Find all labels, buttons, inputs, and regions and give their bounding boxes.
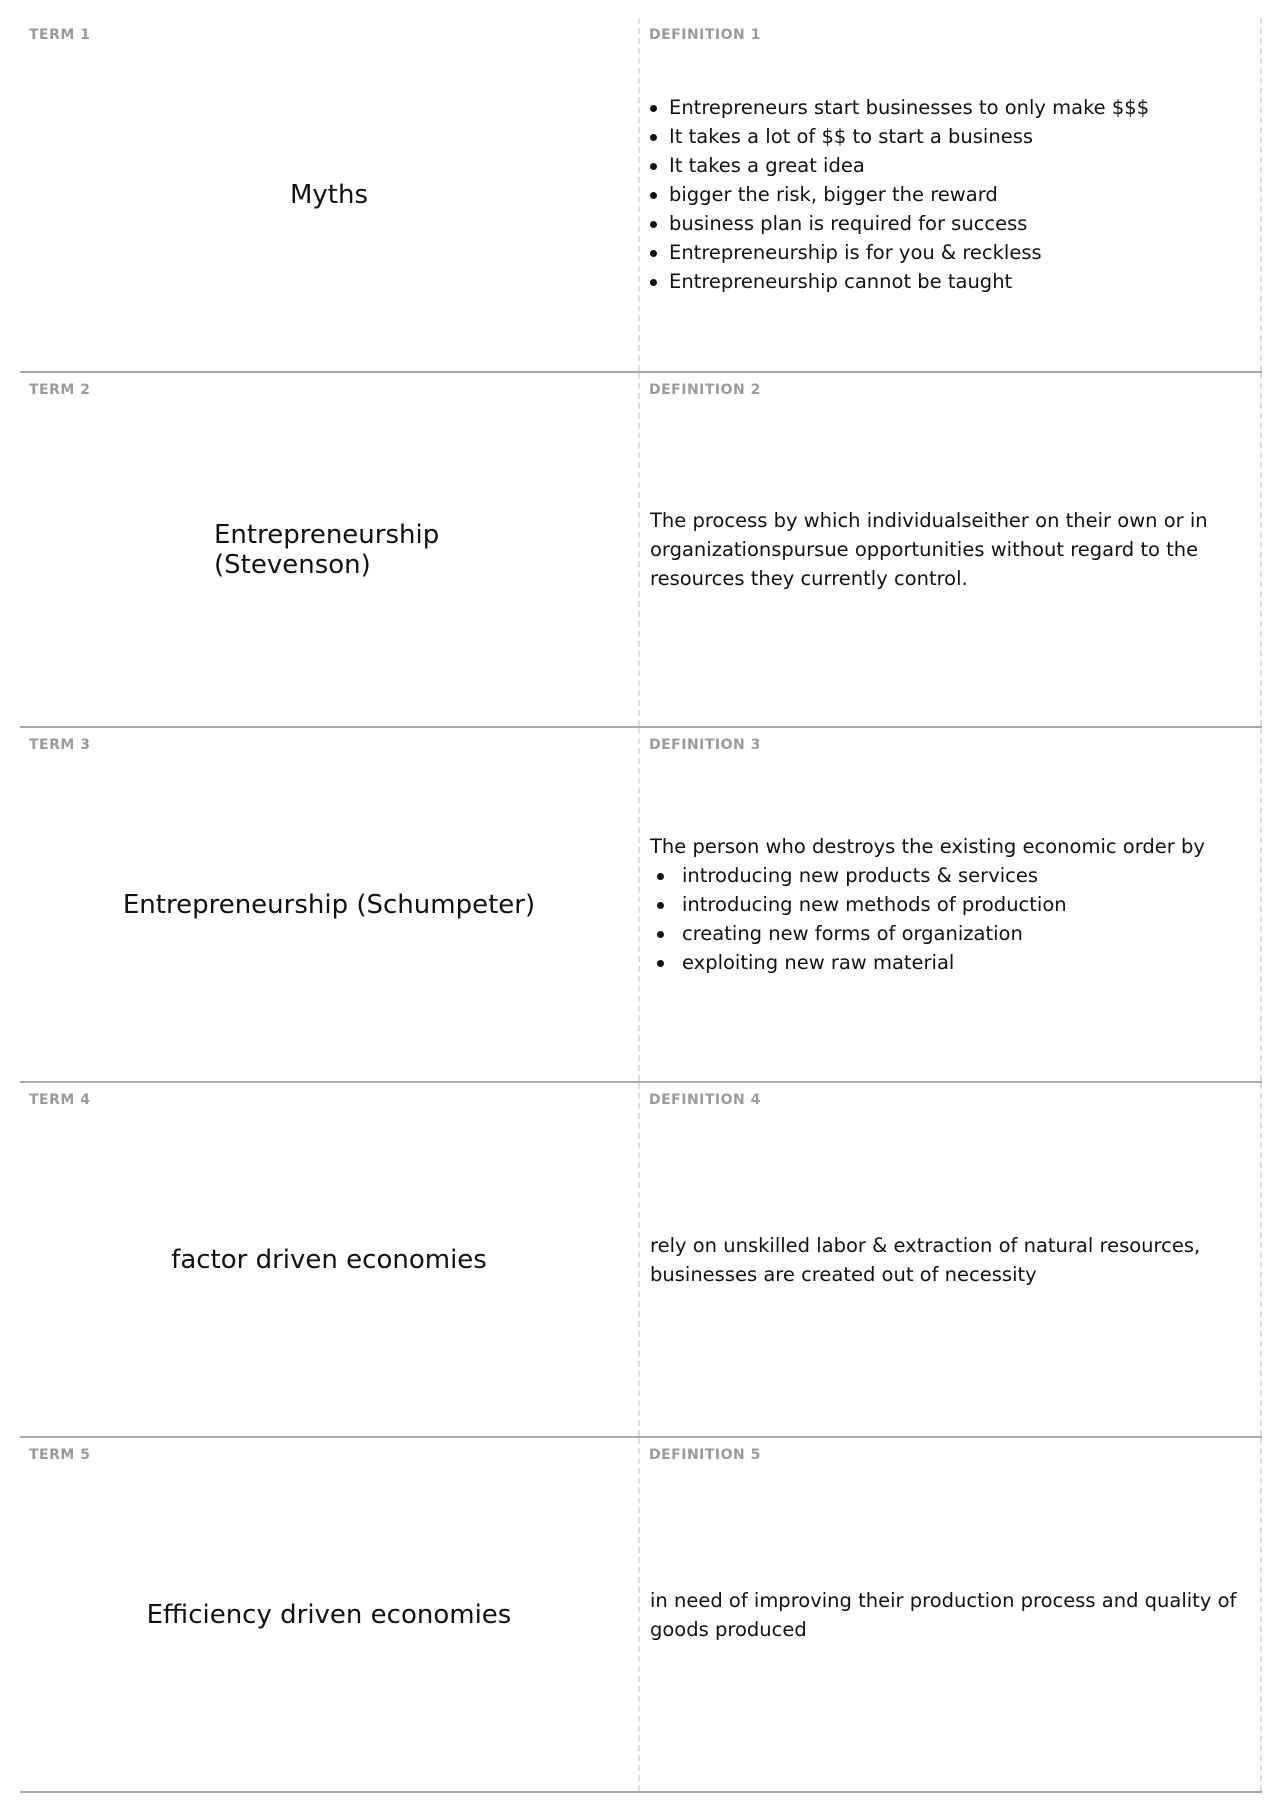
definition-cell-5 bbox=[640, 1438, 1262, 1791]
definition-list-3 bbox=[650, 861, 1240, 977]
list-item: Entrepreneurs start businesses to only make $$$ bbox=[650, 93, 1240, 122]
definition-body-5 bbox=[650, 1438, 1240, 1791]
definition-body-1 bbox=[650, 18, 1240, 371]
term-cell-1 bbox=[20, 18, 640, 371]
definition-text-5: in need of improving their production process and quality of goods produced bbox=[650, 1588, 1237, 1641]
term-cell-5 bbox=[20, 1438, 640, 1791]
flashcard-sheet bbox=[20, 18, 1262, 1793]
definition-label-4: DEFINITION 4 bbox=[649, 1092, 761, 1108]
definition-cell-4 bbox=[640, 1083, 1262, 1436]
term-label-1: TERM 1 bbox=[29, 27, 91, 43]
list-item: creating new forms of organization bbox=[650, 919, 1240, 948]
definition-label-2: DEFINITION 2 bbox=[649, 382, 761, 398]
card-row-1 bbox=[20, 18, 1262, 373]
definition-text-4: rely on unskilled labor & extraction of natural resources, businesses are created out of necessity bbox=[650, 1233, 1201, 1286]
definition-label-3: DEFINITION 3 bbox=[649, 737, 761, 753]
card-row-5 bbox=[20, 1438, 1262, 1793]
list-item: exploiting new raw material bbox=[650, 948, 1240, 977]
card-row-3 bbox=[20, 728, 1262, 1083]
definition-cell-3 bbox=[640, 728, 1262, 1081]
term-label-4: TERM 4 bbox=[29, 1092, 91, 1108]
term-text-1: Myths bbox=[289, 179, 369, 210]
term-text-2: Entrepreneurship (Stevenson) bbox=[214, 519, 440, 580]
list-item: introducing new products & services bbox=[650, 861, 1240, 890]
card-row-2 bbox=[20, 373, 1262, 728]
term-label-5: TERM 5 bbox=[29, 1447, 91, 1463]
definition-body-3 bbox=[650, 728, 1240, 1081]
definition-cell-2 bbox=[640, 373, 1262, 726]
term-cell-2 bbox=[20, 373, 640, 726]
card-row-4 bbox=[20, 1083, 1262, 1438]
term-text-5: Efficiency driven economies bbox=[146, 1599, 512, 1630]
definition-list-1 bbox=[650, 93, 1240, 296]
list-item: It takes a great idea bbox=[650, 151, 1240, 180]
definition-text-3: The person who destroys the existing economic order by bbox=[650, 835, 1205, 858]
list-item: bigger the risk, bigger the reward bbox=[650, 180, 1240, 209]
list-item: It takes a lot of $$ to start a business bbox=[650, 122, 1240, 151]
list-item: business plan is required for success bbox=[650, 209, 1240, 238]
definition-cell-1 bbox=[640, 18, 1262, 371]
term-text-3: Entrepreneurship (Schumpeter) bbox=[122, 889, 536, 920]
definition-body-4 bbox=[650, 1083, 1240, 1436]
term-cell-4 bbox=[20, 1083, 640, 1436]
term-cell-3 bbox=[20, 728, 640, 1081]
definition-text-2: The process by which individualseither on their own or in organizationspursue opportunities without regard to the resources they currently control. bbox=[650, 509, 1208, 590]
term-label-3: TERM 3 bbox=[29, 737, 91, 753]
list-item: Entrepreneurship cannot be taught bbox=[650, 267, 1240, 296]
list-item: Entrepreneurship is for you & reckless bbox=[650, 238, 1240, 267]
list-item: introducing new methods of production bbox=[650, 890, 1240, 919]
definition-body-2 bbox=[650, 373, 1240, 726]
term-text-4: factor driven economies bbox=[171, 1244, 487, 1275]
term-label-2: TERM 2 bbox=[29, 382, 91, 398]
definition-label-5: DEFINITION 5 bbox=[649, 1447, 761, 1463]
definition-label-1: DEFINITION 1 bbox=[649, 27, 761, 43]
